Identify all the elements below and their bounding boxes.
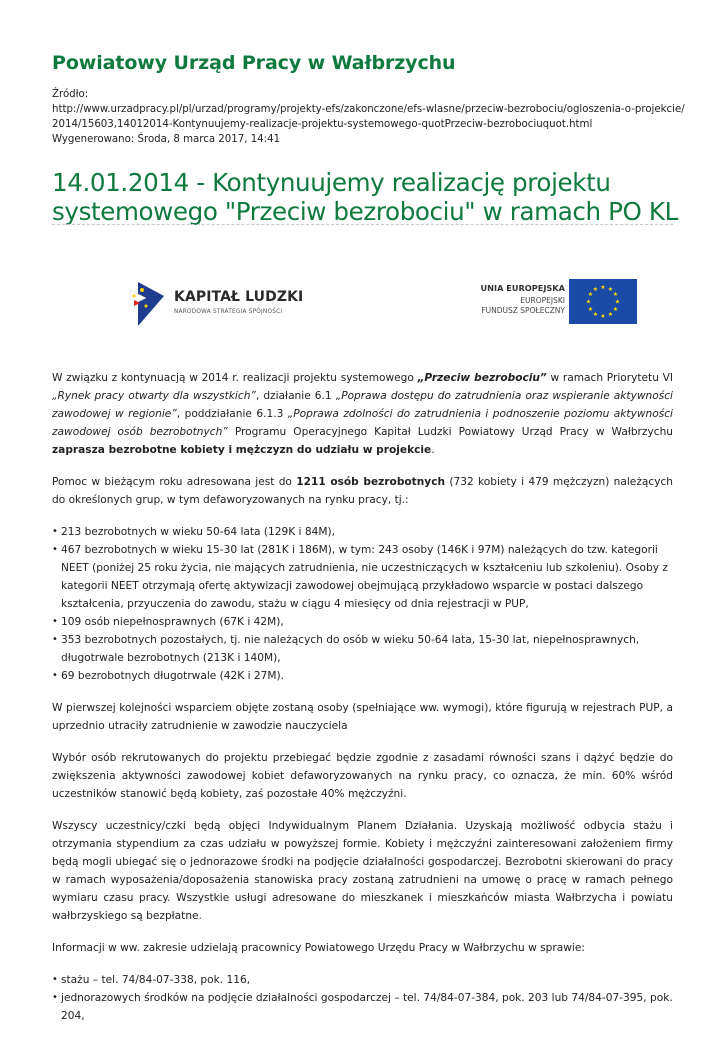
priority-paragraph: W pierwszej kolejności wsparciem objęte zostaną osoby (spełniające ww. wymogi), które figurują w rejestrach PUP, a uprzednio utraciły zatrudnienie w zawodzie nauczyciela — [52, 702, 673, 732]
eu-flag-icon — [569, 279, 637, 324]
article-title: 14.01.2014 - Kontynuujemy realizację projektu systemowego "Przeciw bezrobociu" w ramach PO KL — [52, 168, 678, 227]
svg-text:★: ★ — [607, 286, 614, 293]
contact-intro-paragraph: Informacji w ww. zakresie udzielają pracownicy Powiatowego Urzędu Pracy w Wałbrzychu w sprawie: — [52, 942, 585, 954]
text-run: , poddziałanie 6.1.3 — [176, 408, 288, 420]
svg-text:★: ★ — [614, 298, 621, 306]
target-groups-list — [52, 523, 673, 685]
source-meta — [52, 87, 685, 147]
text-run: W związku z kontynuacją w 2014 r. realizacji projektu systemowego — [52, 372, 418, 384]
list-item: • 467 bezrobotnych w wieku 15-30 lat (281K i 186M), w tym: 243 osoby (146K i 97M) należących do tzw. kategorii NEET (poniżej 25 roku życia, nie mających zatrudnienia, nie uczestniczących w kształceniu lub szkoleniu). Osoby z kategorii NEET otrzymają ofertę aktywizacji zawodowej obejmującą przykładowo wsparcie w postaci dalszego kształcenia, przyuczenia do zawodu, stażu w ciągu 4 miesięcy od dnia rejestracji w PUP, — [52, 541, 673, 613]
source-url-line-2[interactable]: 2014/15603,14012014-Kontynuujemy-realizacje-projektu-systemowego-quotPrzeciw-bezrobociuquot.html — [52, 119, 593, 130]
submeasure-name: „Poprawa zdolności do zatrudnienia i podnoszenie poziomu aktywności zawodowej osób bezrobotnych” — [52, 408, 673, 438]
list-item: • stażu – tel. 74/84-07-338, pok. 116, — [52, 971, 673, 989]
contacts-list — [52, 971, 673, 1025]
list-item: • 353 bezrobotnych pozostałych, tj. nie należących do osób w wieku 50-64 lata, 15-30 lat, niepełnosprawnych, długotrwale bezrobotnych (213K i 140M), — [52, 631, 673, 667]
priority-name: „Rynek pracy otwarty dla wszystkich” — [52, 390, 256, 402]
svg-text:★: ★ — [592, 311, 599, 318]
svg-text:★: ★ — [587, 291, 594, 298]
article-body — [52, 369, 673, 1039]
source-label: Źródło: — [52, 89, 89, 100]
kapital-ludzki-logo — [124, 276, 324, 330]
svg-text:★: ★ — [600, 284, 606, 291]
list-item: • 109 osób niepełnosprawnych (67K i 42M), — [52, 613, 673, 631]
kapital-ludzki-subtitle: NARODOWA STRATEGIA SPÓJNOŚCI — [174, 309, 283, 315]
title-divider — [52, 224, 673, 225]
kapital-ludzki-name: KAPITAŁ LUDZKI — [174, 289, 304, 305]
svg-text:★: ★ — [592, 286, 599, 293]
svg-text:★: ★ — [587, 306, 594, 313]
list-item: • jednorazowych środków na podjęcie działalności gospodarczej – tel. 74/84-07-384, pok. 203 lub 74/84-07-395, pok. 204, — [52, 989, 673, 1025]
text-run: (732 kobiety i 479 mężczyzn) należących do określonych grup, w tym defaworyzowanych na rynku pracy, tj.: — [52, 476, 673, 506]
eu-label-line-1: UNIA EUROPEJSKA — [480, 283, 565, 293]
text-run: . — [431, 444, 435, 456]
text-run: Programu Operacyjnego Kapitał Ludzki Powiatowy Urząd Pracy w Wałbrzychu — [227, 426, 673, 438]
svg-text:★: ★ — [612, 291, 619, 298]
eu-label-line-2: EUROPEJSKI — [520, 296, 565, 305]
measure-name: „Poprawa dostępu do zatrudnienia oraz wspieranie aktywności zawodowej w regionie” — [52, 390, 673, 420]
participants-count: 1211 osób bezrobotnych — [296, 476, 446, 488]
target-paragraph — [52, 473, 673, 509]
list-item: • 213 bezrobotnych w wieku 50-64 lata (129K i 84M), — [52, 523, 673, 541]
selection-paragraph: Wybór osób rekrutowanych do projektu przebiegać będzie zgodnie z zasadami równości szans i dążyć będzie do zwiększenia aktywności zawodowej kobiet defaworyzowanych na rynku pracy, co oznacza, że min. 60% wśród uczestników stanowić będą kobiety, zaś pozostałe 40% mężczyźni. — [52, 752, 673, 800]
invitation-text: zaprasza bezrobotne kobiety i mężczyzn do udziału w projekcie — [52, 444, 432, 456]
source-url-line-1[interactable]: http://www.urzadpracy.pl/pl/urzad/programy/projekty-efs/zakonczone/efs-wlasne/przeciw-bezrobociu/ogloszenia-o-projekcie/ — [52, 104, 685, 115]
site-title: Powiatowy Urząd Pracy w Wałbrzychu — [52, 52, 456, 74]
eu-efs-logo — [447, 278, 677, 326]
intro-paragraph — [52, 369, 673, 459]
text-run: , działanie 6.1 — [255, 390, 336, 402]
text-run: w ramach Priorytetu VI — [546, 372, 674, 384]
project-name: „Przeciw bezrobociu” — [417, 372, 547, 384]
svg-text:★: ★ — [600, 313, 606, 320]
svg-text:★: ★ — [612, 306, 619, 313]
text-run: Pomoc w bieżącym roku adresowana jest do — [52, 476, 297, 488]
svg-text:★: ★ — [585, 298, 592, 306]
list-item: • 69 bezrobotnych długotrwale (42K i 27M). — [52, 667, 673, 685]
svg-text:★: ★ — [607, 311, 614, 318]
eu-label-line-3: FUNDUSZ SPOŁECZNY — [481, 306, 565, 315]
generated-date: Wygenerowano: Środa, 8 marca 2017, 14:41 — [52, 134, 281, 145]
support-paragraph: Wszyscy uczestnicy/czki będą objęci Indywidualnym Planem Działania. Uzyskają możliwość odbycia stażu i otrzymania stypendium za czas udziału w powyższej formie. Kobiety i mężczyźni zainteresowani założeniem firmy będą mogli ubiegać się o jednorazowe środki na podjęcie działalności gospodarczej. Bezrobotni skierowani do pracy w ramach wyposażenia/doposażenia stanowiska pracy zostaną zatrudnieni na umowę o pracę w ramach pełnego wymiaru czasu pracy. Wszystkie usługi adresowane do mieszkanek i mieszkańców miasta Wałbrzycha i powiatu wałbrzyskiego są bezpłatne. — [52, 820, 673, 922]
kapital-ludzki-emblem-icon — [124, 276, 168, 330]
